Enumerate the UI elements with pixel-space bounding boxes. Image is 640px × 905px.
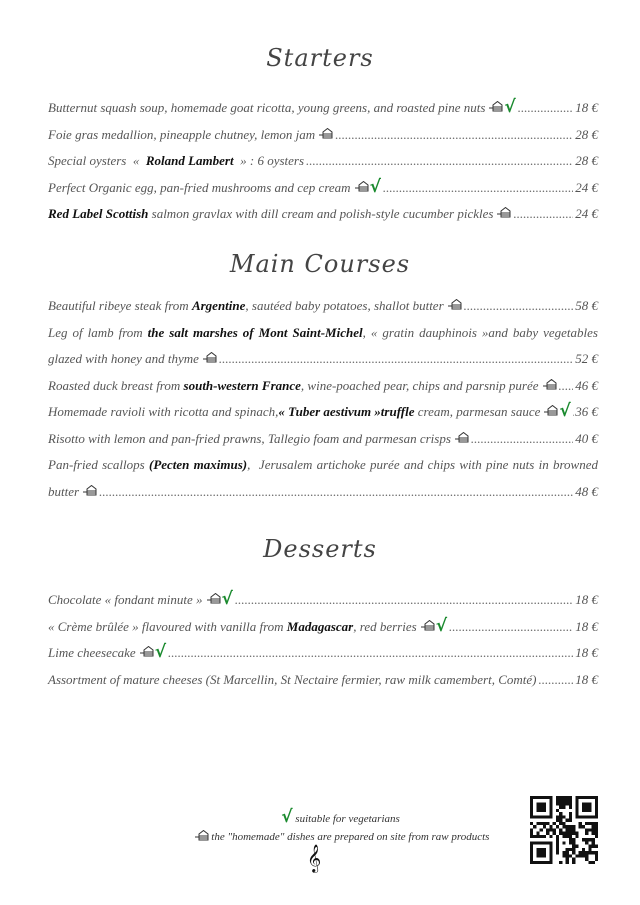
price: 52 € — [575, 351, 598, 366]
homemade-icon — [489, 95, 503, 106]
vegetarian-icon: √ — [369, 176, 381, 197]
homemade-icon — [455, 426, 469, 437]
text: cream, parmesan sauce — [414, 404, 541, 419]
text: Roasted duck breast from — [48, 377, 184, 393]
menu-item-description — [48, 201, 493, 228]
dot-leader — [559, 373, 574, 400]
homemade-icon — [355, 175, 369, 186]
menu-item — [48, 122, 598, 149]
highlight-text: « Tuber aestivum »truffle — [278, 404, 415, 419]
text: » : 6 oysters — [233, 153, 305, 168]
legend-vegetarian-text: suitable for vegetarians — [295, 813, 400, 825]
text: Homemade ravioli with ricotta and spinach, — [48, 404, 279, 419]
text: Beautiful ribeye steak from — [48, 298, 192, 313]
text: Special oysters « — [48, 153, 146, 168]
text: Butternut squash soup, homemade goat ricotta, young greens, and roasted pine nuts — [48, 100, 486, 115]
menu-item — [48, 95, 598, 122]
menu-item-description — [48, 399, 540, 426]
price: 24 € — [575, 206, 598, 221]
highlight-text: (Pecten maximus) — [148, 457, 248, 472]
highlight-text: Red Label Scottish — [48, 206, 149, 221]
text: , wine-poached pear, chips and parsnip purée — [300, 377, 539, 393]
menu-item-description — [48, 346, 199, 373]
homemade-icon — [497, 201, 511, 212]
price: 18 € — [575, 100, 598, 115]
menu-item-description — [48, 614, 417, 641]
dot-leader — [539, 667, 574, 694]
menu-item — [48, 667, 598, 694]
menu-item-description — [48, 122, 315, 149]
text: « Crème brûlée » flavoured with vanilla from — [48, 618, 287, 634]
menu-item — [48, 201, 598, 228]
text: Perfect Organic egg, pan-fried mushrooms and cep cream — [48, 179, 351, 195]
menu-item-description — [48, 325, 598, 340]
homemade-icon — [544, 399, 558, 410]
price: 58 € — [575, 298, 598, 313]
menu-item-description — [48, 587, 203, 614]
dot-leader — [383, 175, 573, 202]
menu-item-description — [48, 667, 537, 694]
highlight-text: Madagascar — [286, 618, 354, 634]
menu-item — [48, 148, 598, 175]
dot-leader — [464, 293, 574, 320]
legend-homemade-text: the "homemade" dishes are prepared on site from raw products — [211, 831, 490, 843]
dot-leader — [235, 587, 573, 614]
menu-item-description — [48, 640, 136, 667]
homemade-icon — [543, 373, 557, 384]
menu-item — [48, 640, 598, 667]
menu-item — [48, 426, 598, 453]
vegetarian-icon: √ — [281, 807, 293, 827]
text: salmon gravlax with dill cream and polish-style cucumber pickles — [148, 206, 494, 221]
text: , « gratin dauphinois »and baby vegetables — [362, 324, 598, 340]
dot-leader — [168, 640, 573, 667]
menu-item — [48, 346, 598, 373]
menu-item — [48, 293, 598, 320]
dot-leader — [306, 148, 573, 175]
text: , red berries — [353, 618, 417, 634]
homemade-icon — [207, 587, 221, 598]
price: 46 € — [575, 377, 598, 393]
price: 28 € — [575, 126, 598, 142]
text: , sautéed baby potatoes, shallot butter — [245, 298, 444, 313]
text: glazed with honey and thyme — [48, 351, 199, 366]
menu-item-description — [48, 457, 598, 472]
menu-item-description — [48, 373, 539, 400]
homemade-icon — [319, 122, 333, 133]
price: 28 € — [575, 153, 598, 168]
dot-leader — [573, 399, 574, 426]
dot-leader — [513, 201, 573, 228]
desserts-list — [48, 587, 598, 693]
menu-item-description — [48, 426, 451, 453]
qr-code — [530, 796, 598, 864]
vegetarian-icon: √ — [221, 589, 233, 609]
price: 18 € — [575, 645, 598, 660]
section-title-starters: Starters — [266, 44, 374, 72]
price: 18 € — [575, 671, 598, 687]
text: Pan-fried scallops — [48, 457, 149, 472]
dot-leader — [335, 122, 573, 149]
vegetarian-icon: √ — [504, 97, 516, 117]
highlight-text: south-western France — [183, 377, 301, 393]
menu-item-description — [48, 95, 485, 122]
legend-vegetarian — [190, 807, 490, 827]
menu-item — [48, 587, 598, 614]
vegetarian-icon: √ — [559, 401, 571, 421]
highlight-text: the salt marshes of Mont Saint-Michel — [147, 324, 363, 340]
homemade-icon — [421, 614, 435, 625]
vegetarian-icon: √ — [154, 642, 167, 662]
homemade-icon — [140, 640, 154, 651]
text: , Jerusalem artichoke purée and chips with pine nuts in browned — [247, 457, 598, 472]
menu-item — [48, 479, 598, 506]
section-title-desserts: Desserts — [263, 535, 377, 563]
price: 18 € — [575, 618, 598, 634]
menu-item — [48, 399, 598, 426]
price: 18 € — [575, 592, 598, 607]
dot-leader — [471, 426, 573, 453]
menu-item-description — [48, 148, 304, 175]
price: 40 € — [575, 430, 598, 446]
menu-item — [48, 373, 598, 400]
text: Risotto with lemon and pan-fried prawns, Tallegio foam and parmesan crisps — [48, 430, 451, 446]
section-title-mains: Main Courses — [229, 250, 411, 278]
price: 36 € — [575, 404, 598, 419]
price: 48 € — [575, 483, 598, 499]
dot-leader — [99, 479, 573, 506]
text: Foie gras medallion, pineapple chutney, lemon jam — [48, 126, 316, 142]
menu-item-line — [48, 320, 598, 347]
menu-item-description — [48, 293, 444, 320]
starters-list — [48, 95, 598, 228]
text: Assortment of mature cheeses (St Marcellin, St Nectaire fermier, raw milk camembert, Comté) — [48, 671, 537, 687]
menu-item — [48, 175, 598, 202]
menu-item-description — [48, 479, 79, 506]
price: 24 € — [575, 179, 598, 195]
highlight-text: Argentine — [191, 298, 246, 313]
clef-heart-logo-icon: 𝄞 — [307, 844, 322, 872]
text: butter — [48, 483, 80, 499]
dot-leader — [518, 95, 574, 122]
dot-leader — [449, 614, 573, 641]
mains-list — [48, 293, 598, 505]
text: Chocolate « fondant minute » — [48, 592, 203, 607]
text: Lime cheesecake — [48, 645, 136, 660]
menu-item-line — [48, 452, 598, 479]
homemade-icon — [83, 479, 97, 490]
vegetarian-icon: √ — [435, 615, 448, 636]
homemade-icon — [448, 293, 462, 304]
legend-homemade — [190, 830, 490, 843]
menu-item-description — [48, 175, 351, 202]
highlight-text: Roland Lambert — [145, 153, 234, 168]
menu-item — [48, 614, 598, 641]
homemade-icon — [195, 830, 209, 841]
text: Leg of lamb from — [48, 324, 148, 340]
homemade-icon — [203, 346, 217, 357]
dot-leader — [219, 346, 573, 373]
